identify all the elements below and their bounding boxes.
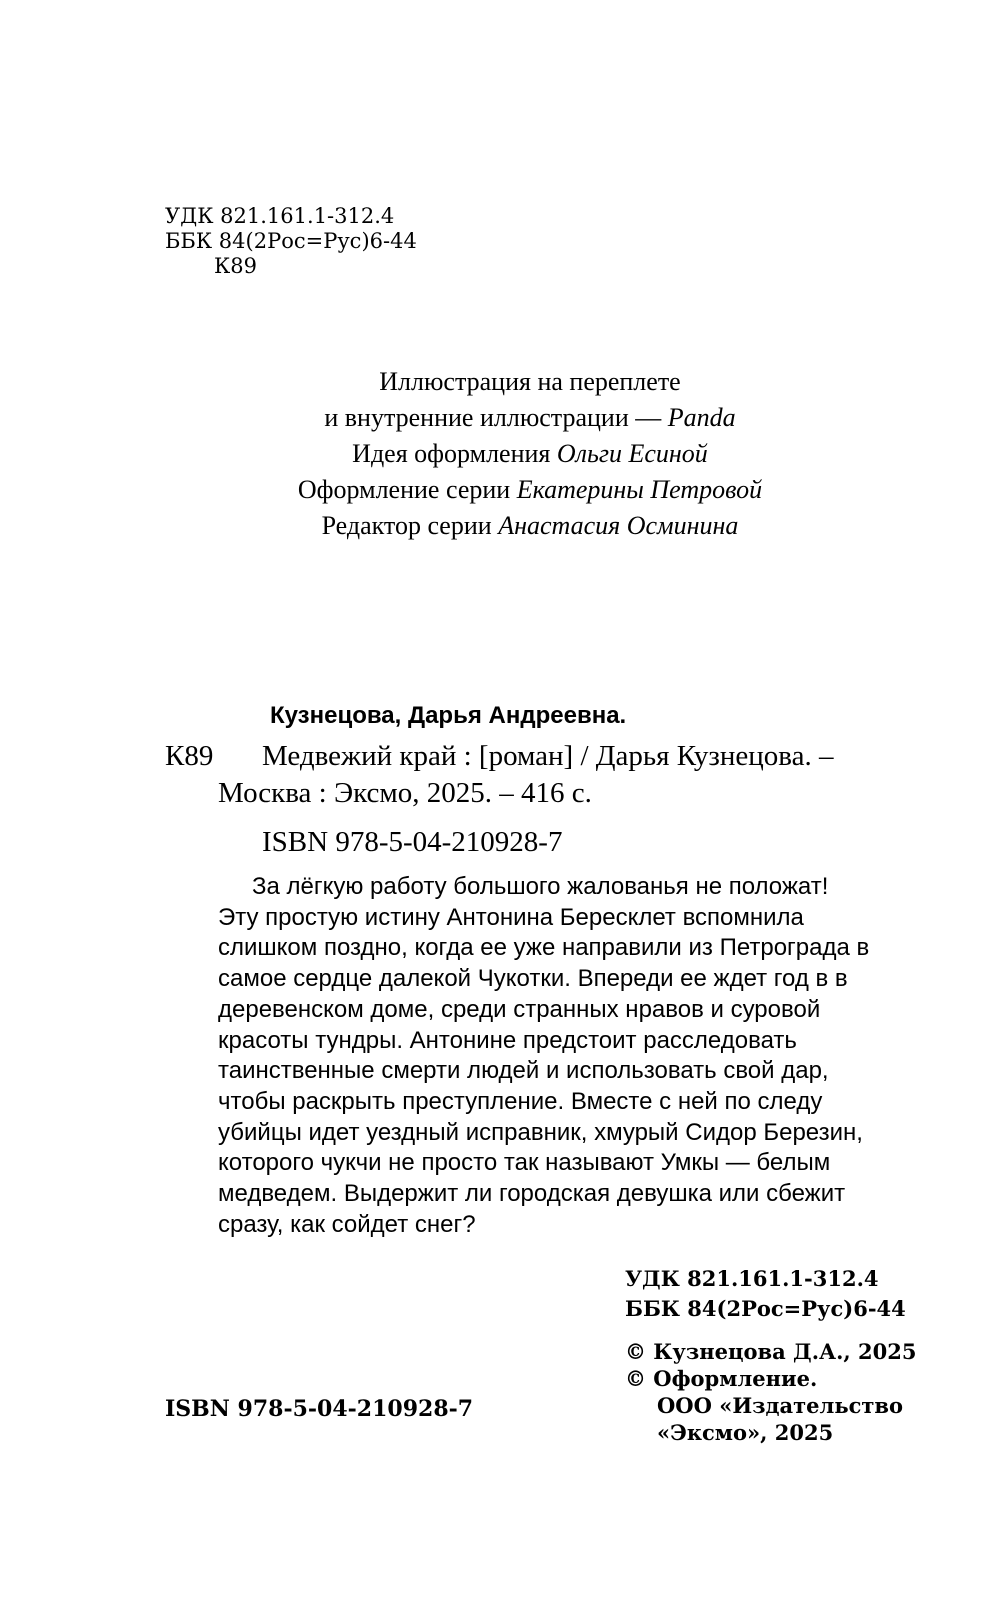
credit-illustration-line1: Иллюстрация на переплете [379,367,681,396]
credit-series-editor: Редактор серии Анастасия Осминина [321,511,739,540]
credit-illustration-line2: и внутренние иллюстрации — Panda [324,403,736,432]
credit-design-idea: Идея оформления Ольги Есиной [352,439,708,468]
isbn-bottom: ISBN 978-5-04-210928-7 [165,1396,474,1422]
biblio-publisher-line: Москва : Эксмо, 2025. – 416 с. [218,777,592,809]
series-designer-name: Екатерины Петровой [516,475,763,504]
author-mark: К89 [214,254,257,278]
author-heading: Кузнецова, Дарья Андреевна. [270,702,627,729]
annotation-paragraph: За лёгкую работу большого жалованья не положат! Эту простую истину Антонина Бересклет вспомнила слишком поздно, когда ее уже направили из Петрограда в самое сердце далекой Чукотки. Впереди ее ждет год в в деревенском доме, среди странных нравов и суровой красоты тундры. Антонине предстоит расследовать таинственные смерти людей и использовать свой дар, чтобы раскрыть преступление. Вместе с ней по следу убийцы идет уездный исправник, хмурый Сидор Березин, которого чукчи не просто так называют Умкы — белым медведем. Выдержит ли городская девушка или сбежит сразу, как сойдет снег? [218,873,870,1238]
classification-top [165,204,417,279]
classification-bottom [625,1264,906,1324]
design-idea-name: Ольги Есиной [556,439,708,468]
udk-code: УДК 821.161.1-312.4 [165,204,395,228]
copyright-publisher-line2: «Эксмо», 2025 [657,1420,834,1445]
biblio-code: К89 [165,740,214,772]
illustrator-name: Panda [667,403,736,432]
credit-series-design: Оформление серии Екатерины Петровой [297,475,763,504]
isbn-main: ISBN 978-5-04-210928-7 [262,826,563,858]
udk-code-bottom: УДК 821.161.1-312.4 [625,1266,879,1291]
copyright-design: © Оформление. [625,1366,818,1391]
bbk-code: ББК 84(2Рос=Рус)6-44 [165,229,417,253]
copyright-publisher-line1: ООО «Издательство [657,1393,903,1418]
copyright-block [625,1338,917,1446]
biblio-title-line: Медвежий край : [роман] / Дарья Кузнецова. – [262,740,834,772]
credits-block [0,364,1000,544]
copyright-author: © Кузнецова Д.А., 2025 [625,1339,917,1364]
series-editor-name: Анастасия Осминина [498,511,739,540]
bbk-code-bottom: ББК 84(2Рос=Рус)6-44 [625,1296,906,1321]
